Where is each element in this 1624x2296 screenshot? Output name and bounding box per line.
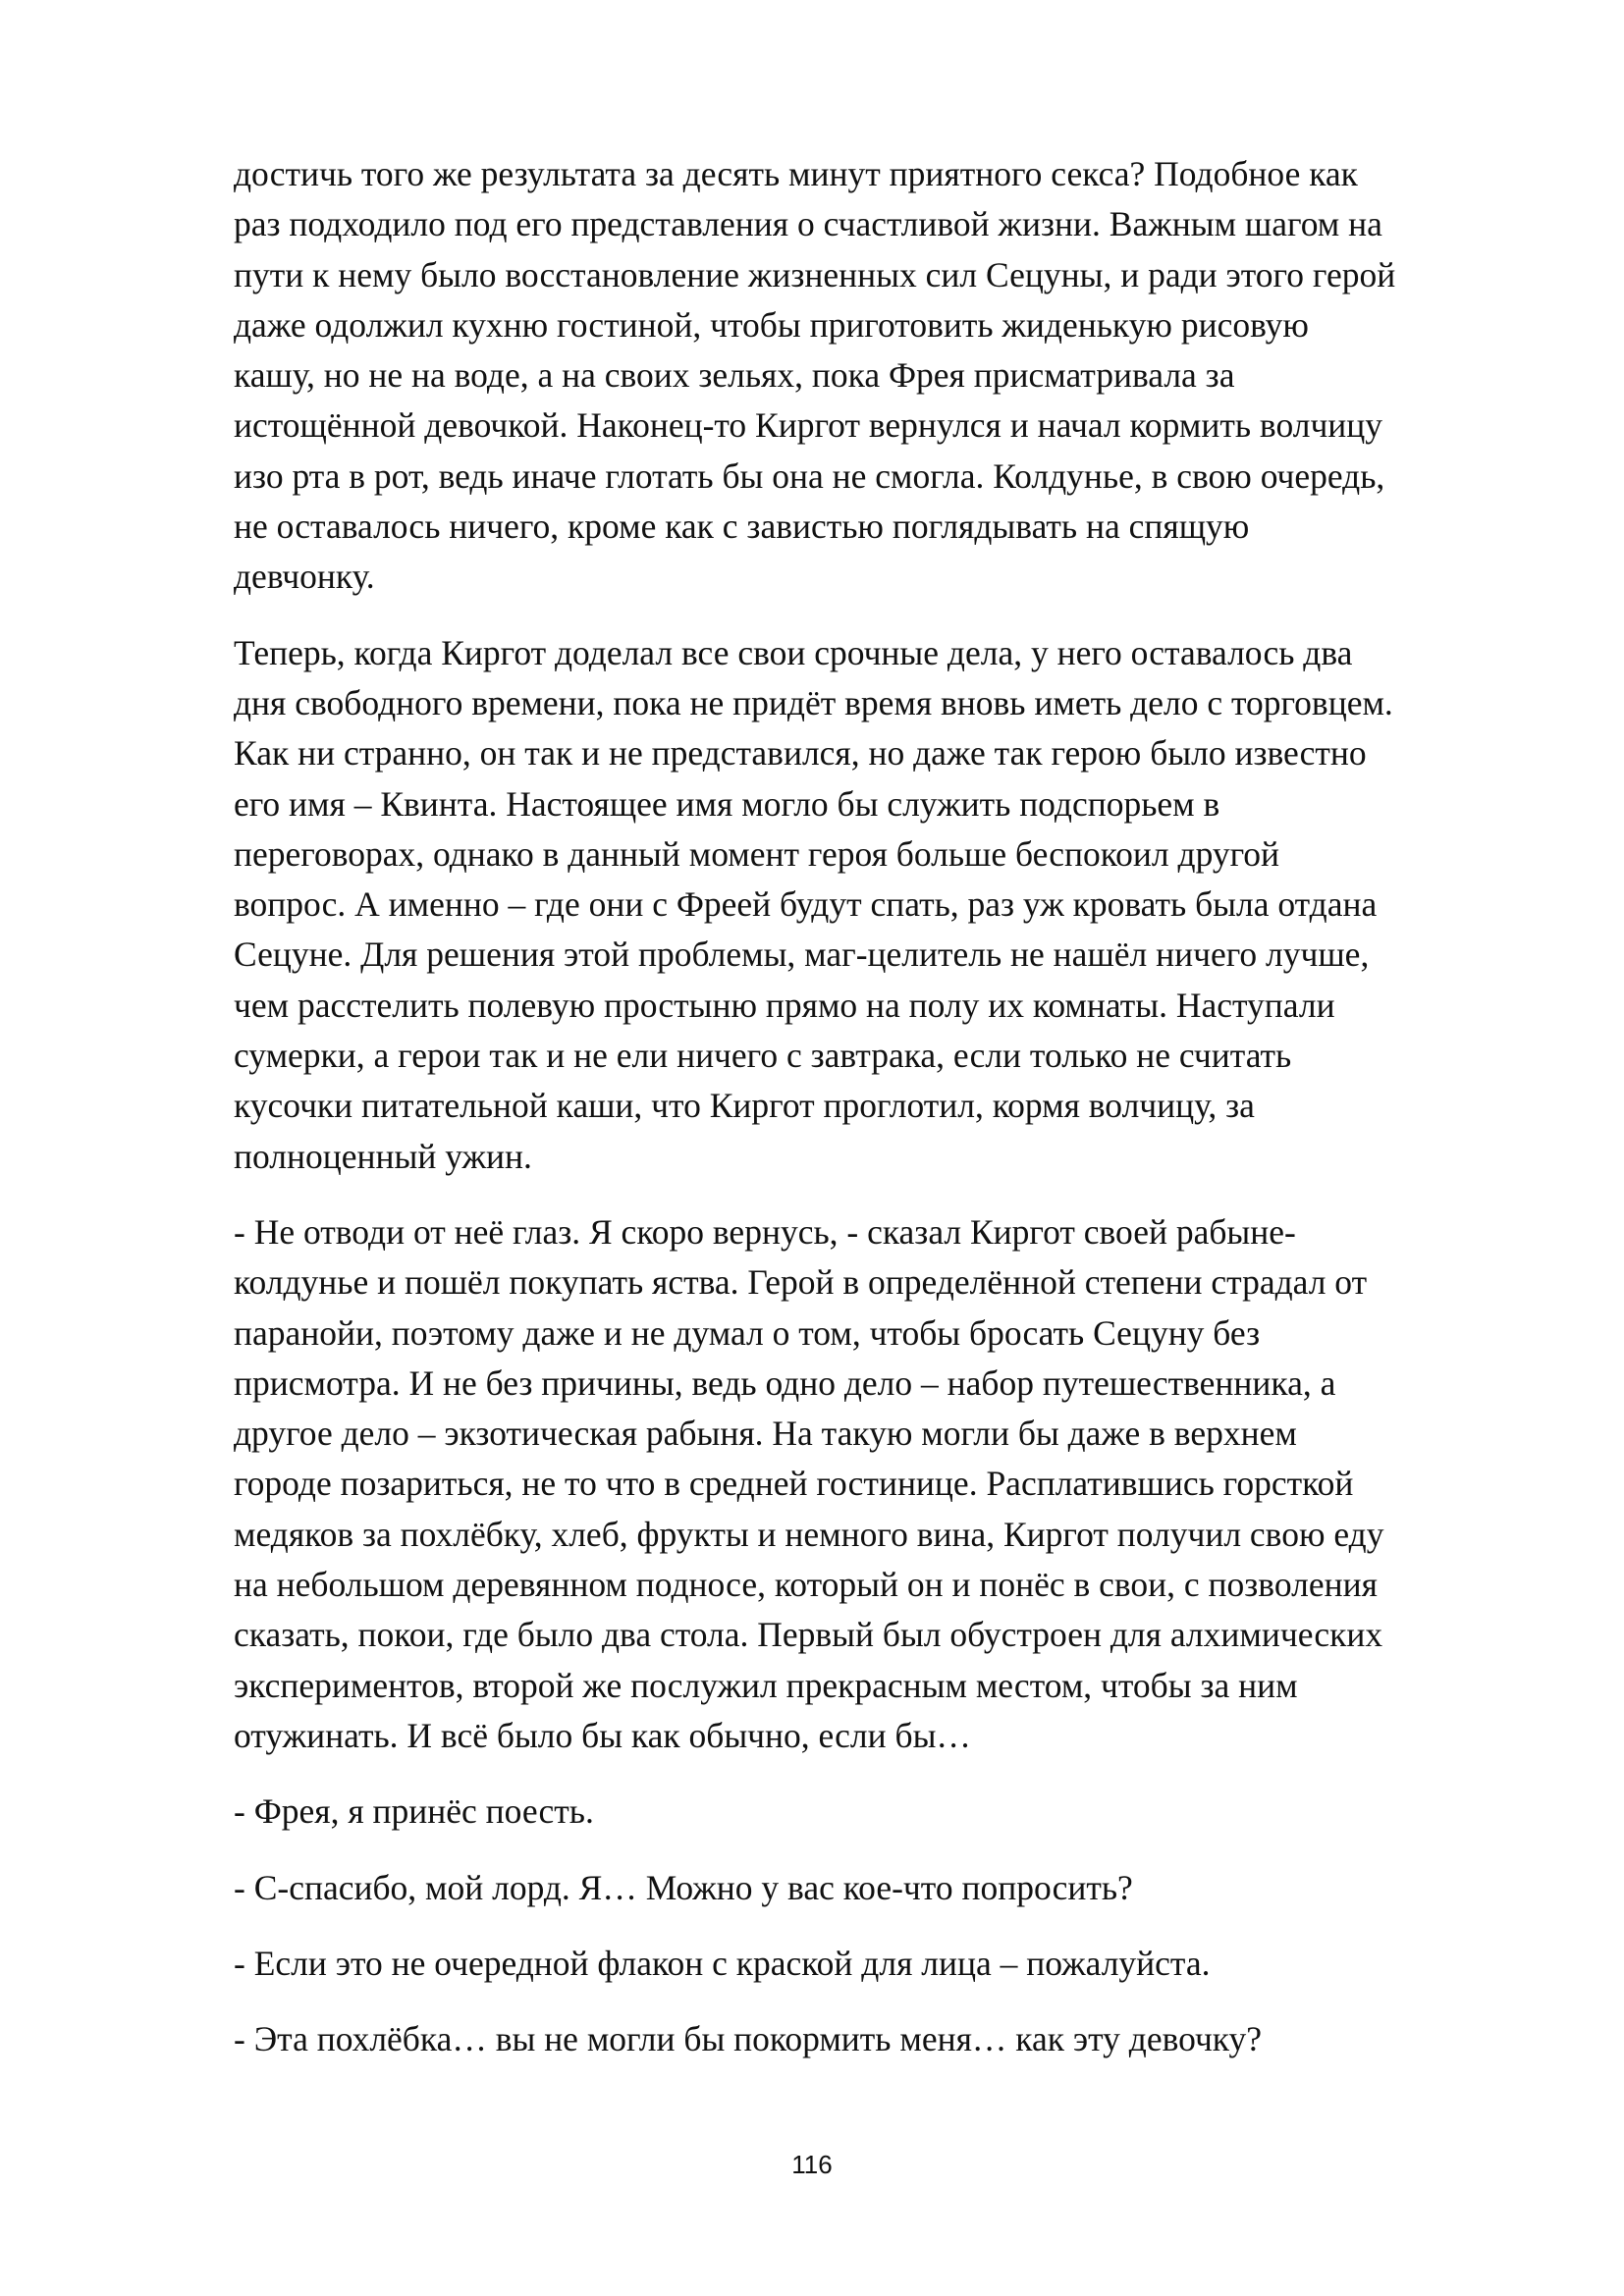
paragraph-2 [234,628,1510,1182]
text-line: Как ни странно, он так и не представился, но даже так герою было известно [234,733,1367,774]
text-line: Сецуне. Для решения этой проблемы, маг-целитель не нашёл ничего лучше, [234,934,1370,975]
paragraph-7 [234,2014,1510,2064]
text-line: переговорах, однако в данный момент героя больше беспокоил другой [234,833,1280,874]
text-line: колдунье и пошёл покупать яства. Герой в определённой степени страдал от [234,1262,1368,1303]
paragraph-1 [234,149,1510,603]
text-line: полноценный ужин. [234,1136,532,1176]
paragraph-5 [234,1863,1510,1913]
text-line: медяков за похлёбку, хлеб, фрукты и немного вина, Киргот получил свою еду [234,1514,1384,1554]
body-text [234,149,1510,2090]
text-line: - Эта похлёбка… вы не могли бы покормить меня… как эту девочку? [234,2019,1263,2059]
text-line: истощённой девочкой. Наконец-то Киргот вернулся и начал кормить волчицу [234,405,1383,446]
text-line: кашу, но не на воде, а на своих зельях, пока Фрея присматривала за [234,355,1235,396]
text-line: не оставалось ничего, кроме как с завистью поглядывать на спящую [234,507,1250,547]
text-line: кусочки питательной каши, что Киргот проглотил, кормя волчицу, за [234,1086,1255,1126]
text-line: - Не отводи от неё глаз. Я скоро вернусь, - сказал Киргот своей рабыне- [234,1211,1296,1252]
text-line: Теперь, когда Киргот доделал все свои срочные дела, у него оставалось два [234,632,1353,672]
text-line: дня свободного времени, пока не придёт время вновь иметь дело с торговцем. [234,682,1393,722]
text-line: на небольшом деревянном подносе, который он и понёс в свои, с позволения [234,1565,1378,1605]
text-line: вопрос. А именно – где они с Фреей будут спать, раз уж кровать была отдана [234,884,1378,925]
text-line: присмотра. И не без причины, ведь одно дело – набор путешественника, а [234,1362,1336,1403]
text-line: достичь того же результата за десять минут приятного секса? Подобное как [234,154,1358,193]
text-line: даже одолжил кухню гостиной, чтобы приготовить жиденькую рисовую [234,304,1309,345]
paragraph-6 [234,1939,1510,1989]
text-line: - Фрея, я принёс поесть. [234,1791,594,1832]
page-number: 116 [791,2150,833,2179]
text-line: отужинать. И всё было бы как обычно, если бы… [234,1715,971,1755]
text-line: изо рта в рот, ведь иначе глотать бы она не смогла. Колдунье, в свою очередь, [234,455,1385,496]
paragraph-3 [234,1207,1510,1761]
paragraph-4 [234,1787,1510,1837]
text-line: его имя – Квинта. Настоящее имя могло бы служить подспорьем в [234,783,1220,824]
text-line: девчонку. [234,557,375,597]
text-line: - Если это не очередной флакон с краской для лица – пожалуйста. [234,1943,1211,1983]
text-line: пути к нему было восстановление жизненных сил Сецуны, и ради этого герой [234,254,1396,294]
text-line: экспериментов, второй же послужил прекрасным местом, чтобы за ним [234,1665,1298,1705]
text-line: - С-спасибо, мой лорд. Я… Можно у вас кое-что попросить? [234,1867,1133,1907]
text-line: чем расстелить полевую простыню прямо на полу их комнаты. Наступали [234,985,1335,1025]
text-line: сумерки, а герои так и не ели ничего с завтрака, если только не считать [234,1036,1292,1076]
text-line: паранойи, поэтому даже и не думал о том, чтобы бросать Сецуну без [234,1312,1261,1353]
text-line: сказать, покои, где было два стола. Первый был обустроен для алхимических [234,1615,1383,1655]
text-line: раз подходило под его представления о счастливой жизни. Важным шагом на [234,204,1382,244]
text-line: городе позариться, не то что в средней гостинице. Расплатившись горсткой [234,1464,1354,1504]
text-line: другое дело – экзотическая рабыня. На такую могли бы даже в верхнем [234,1414,1297,1454]
